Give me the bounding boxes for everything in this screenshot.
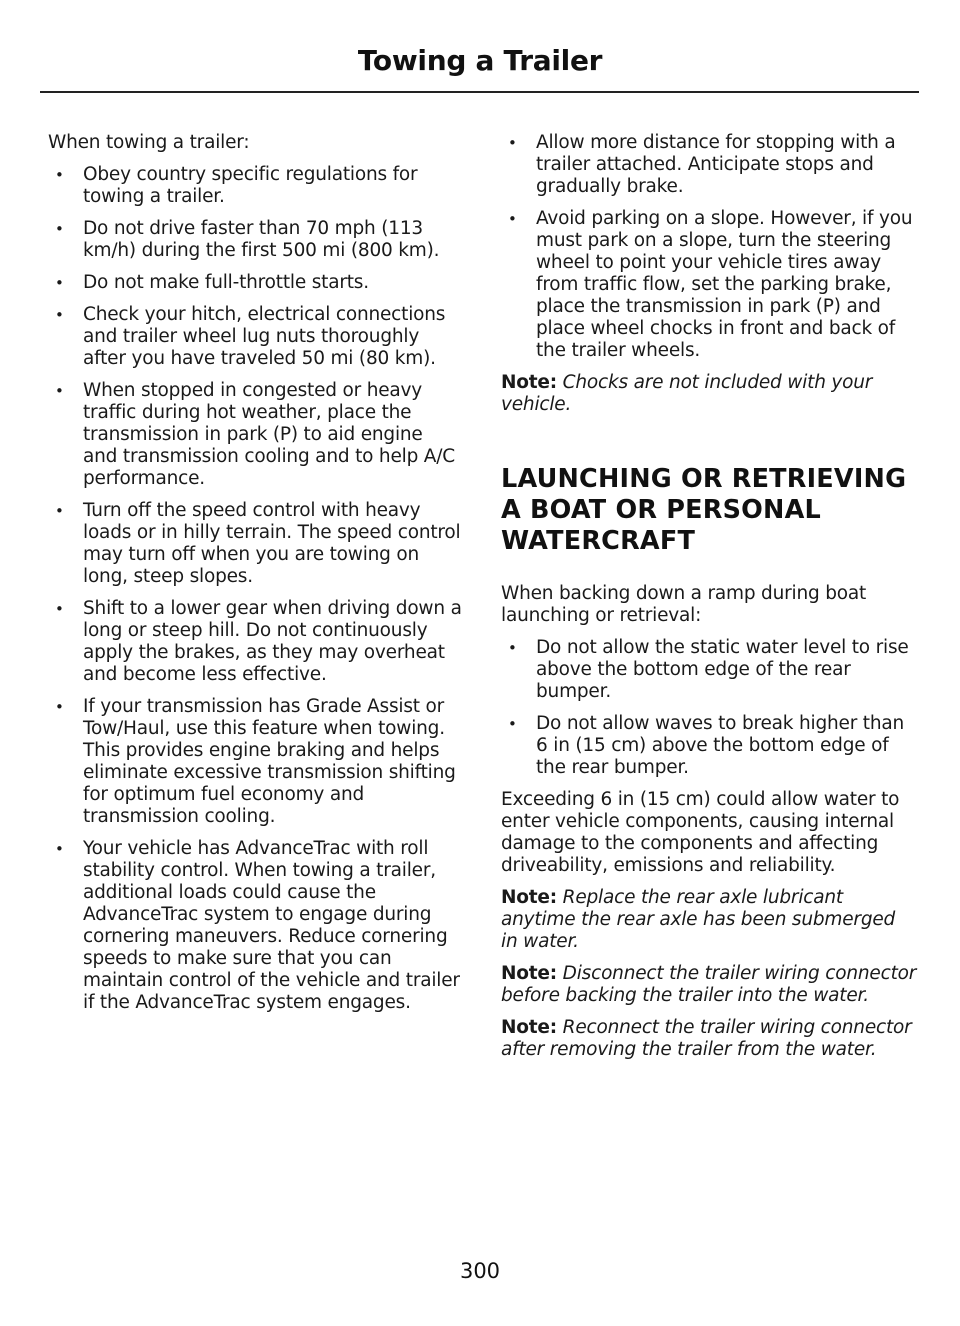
- boat-launch-list: [501, 637, 917, 779]
- note-disconnect: Note: Disconnect the trailer wiring connector before backing the trailer into the water.: [501, 963, 917, 1006]
- list-item: • Allow more distance for stopping with a trailer attached. Anticipate stops and gradually brake.: [508, 132, 896, 197]
- list-item: • Do not allow waves to break higher than 6 in (15 cm) above the bottom edge of the rear bumper.: [508, 713, 905, 778]
- note-reconnect: Note: Reconnect the trailer wiring connector after removing the trailer from the water.: [501, 1017, 912, 1060]
- bullet-icon: •: [55, 382, 64, 400]
- bullet-icon: •: [55, 166, 64, 184]
- bullet-icon: •: [55, 306, 64, 324]
- list-item: • Shift to a lower gear when driving down a long or steep hill. Do not continuously apply the brakes, as they may overheat and become less effective.: [55, 598, 462, 685]
- list-item: • Do not allow the static water level to rise above the bottom edge of the rear bumper.: [508, 637, 909, 702]
- bullet-icon: •: [55, 840, 64, 858]
- bullet-icon: •: [508, 210, 517, 228]
- list-item: • Your vehicle has AdvanceTrac with roll stability control. When towing a trailer, additional loads could cause the AdvanceTrac system to engage during cornering maneuvers. Reduce cornering speeds to make sure that you can maintain control of the vehicle and trailer if the AdvanceTrac system engages.: [55, 838, 460, 1013]
- list-item: • If your transmission has Grade Assist or Tow/Haul, use this feature when towing. This provides engine braking and helps eliminate excessive transmission shifting for optimum fuel economy and transmission cooling.: [55, 696, 456, 827]
- warning-paragraph: Exceeding 6 in (15 cm) could allow water to enter vehicle components, causing internal damage to the components and affecting driveability, emissions and reliability.: [501, 789, 900, 876]
- right-column: [501, 132, 917, 1071]
- list-item: • Check your hitch, electrical connections and trailer wheel lug nuts thoroughly after you have traveled 50 mi (80 km).: [55, 304, 446, 369]
- page-title: Towing a Trailer: [357, 44, 603, 77]
- list-item: • Avoid parking on a slope. However, if you must park on a slope, turn the steering wheel to point your vehicle tires away from traffic flow, set the parking brake, place the transmission in park (P) and place wheel chocks in front and back of the trailer wheels.: [508, 208, 913, 361]
- bullet-icon: •: [508, 639, 517, 657]
- bullet-icon: •: [55, 220, 64, 238]
- bullet-icon: •: [508, 715, 517, 733]
- bullet-icon: •: [55, 502, 64, 520]
- list-item: • When stopped in congested or heavy traffic during hot weather, place the transmission in park (P) to aid engine and transmission cooling and to help A/C performance.: [55, 380, 455, 489]
- stopping-tips-list: [501, 132, 917, 362]
- section-heading: LAUNCHING OR RETRIEVING A BOAT OR PERSONAL WATERCRAFT: [501, 464, 907, 556]
- bullet-icon: •: [55, 698, 64, 716]
- list-item: • Do not make full-throttle starts.: [55, 272, 369, 293]
- note-chocks: Note: Chocks are not included with your vehicle.: [501, 372, 873, 415]
- list-item: • Do not drive faster than 70 mph (113 km/h) during the first 500 mi (800 km).: [55, 218, 440, 261]
- bullet-icon: •: [55, 600, 64, 618]
- bullet-icon: •: [55, 274, 64, 292]
- page-number: 300: [459, 1259, 501, 1283]
- intro-text: When towing a trailer:: [48, 132, 250, 153]
- bullet-icon: •: [508, 134, 517, 152]
- towing-tips-list: [48, 164, 462, 1014]
- list-item: • Turn off the speed control with heavy loads or in hilly terrain. The speed control may turn off when you are towing on long, steep slopes.: [55, 500, 461, 587]
- list-item: • Obey country specific regulations for towing a trailer.: [55, 164, 418, 207]
- header-divider: [40, 91, 919, 93]
- note-axle: Note: Replace the rear axle lubricant anytime the rear axle has been submerged in water.: [501, 887, 896, 952]
- left-column: [48, 132, 462, 1024]
- section-intro: When backing down a ramp during boat launching or retrieval:: [501, 583, 867, 626]
